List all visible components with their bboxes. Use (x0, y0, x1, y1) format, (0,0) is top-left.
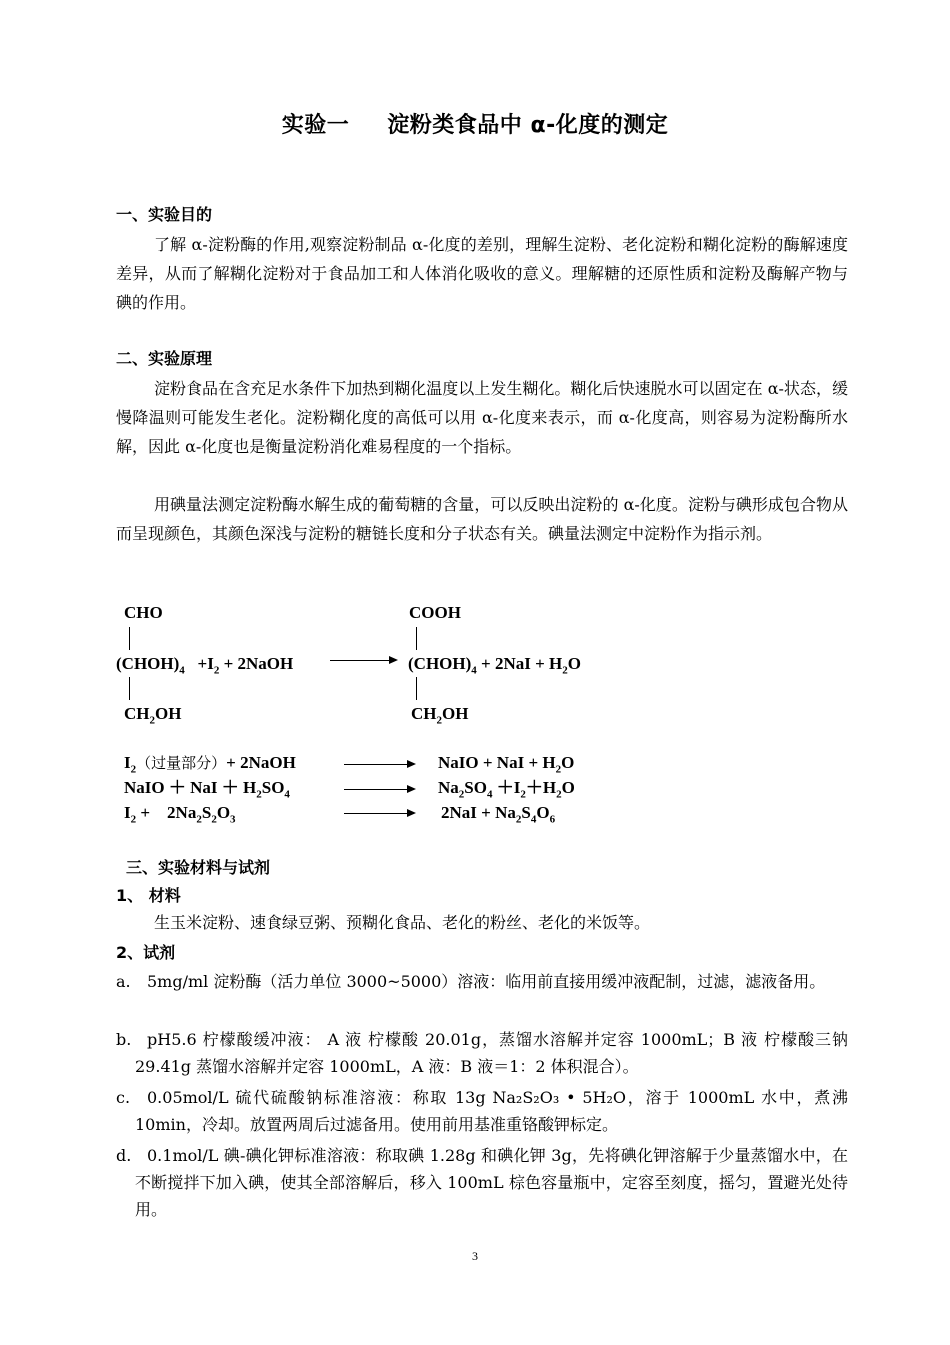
reaction2-left: $I_2$（过量部分）+ 2NaOH (124, 753, 296, 776)
purpose-paragraph: 了解 α-淀粉酶的作用,观察淀粉制品 α-化度的差别，理解生淀粉、老化淀粉和糊化淀粉的酶解速度差异，从而了解糊化淀粉对于食品加工和人体消化吸收的意义。理解糖的还原性质和淀粉及酶解产物与碘的作用。 (116, 235, 848, 312)
reaction4-left: $I_2$ + $2Na_2S_2O_3$ (124, 803, 236, 826)
reaction1-right-top: COOH (409, 603, 461, 622)
subheading-reagents: 2、试剂 (116, 943, 176, 962)
reagent-item-c: c. 0.05mol/L 硫代硫酸钠标准溶液：称取 13g Na₂S₂O₃ • 5H₂O，溶于 1000mL 水中，煮沸 10min，冷却。放置两周后过滤备用。使用前用基准重铬酸钾标定。 (116, 1088, 848, 1134)
bond-line (129, 677, 130, 700)
reaction3-arrow (344, 789, 414, 790)
bond-line (416, 677, 417, 700)
reaction3-right: $Na_2SO_4 +I_2+H_2O$ (438, 778, 575, 801)
reaction3-left: NaIO ＋ NaI ＋ $H_2SO_4$ (124, 778, 290, 801)
title-part-2: 淀粉类食品中 α-化度的测定 (387, 113, 669, 138)
bond-line (129, 627, 130, 650)
section-heading-purpose: 一、实验目的 (116, 205, 213, 224)
reaction1-left-top: CHO (124, 603, 163, 622)
materials-list: 生玉米淀粉、速食绿豆粥、预糊化食品、老化的粉丝、老化的米饭等。 (154, 913, 651, 932)
reaction1-left-middle: $(CHOH)_4$ $+I_2$ + 2NaOH (116, 654, 294, 677)
principle-paragraph-2: 用碘量法测定淀粉酶水解生成的葡萄糖的含量，可以反映出淀粉的 α-化度。淀粉与碘形成包合物从而呈现颜色，其颜色深浅与淀粉的糖链长度和分子状态有关。碘量法测定中淀粉作为指示剂。 (116, 495, 848, 543)
reaction2-arrow (344, 764, 414, 765)
section-heading-principle: 二、实验原理 (116, 349, 213, 368)
subheading-materials: 1、 材料 (116, 886, 181, 905)
title-part-1: 实验一 (281, 113, 350, 138)
reaction4-right: $2NaI + Na_2S_4O_6$ (441, 803, 556, 826)
reagent-item-d: d. 0.1mol/L 碘-碘化钾标准溶液：称取碘 1.28g 和碘化钾 3g，先将碘化钾溶解于少量蒸馏水中，在不断搅拌下加入碘，使其全部溶解后，移入 100mL 棕色容量瓶中，定容至刻度，摇匀，置避光处待用。 (116, 1146, 848, 1219)
reaction1-right-middle: $(CHOH)_4 + 2NaI + H_2O$ (408, 654, 582, 677)
page-number: 3 (472, 1249, 478, 1263)
reaction1-arrow (330, 660, 396, 661)
page-title (0, 108, 950, 139)
reaction2-right: NaIO + NaI + $H_2O$ (438, 753, 575, 776)
reagent-item-b: b. pH5.6 柠檬酸缓冲液： A 液 柠檬酸 20.01g，蒸馏水溶解并定容 1000mL；B 液 柠檬酸三钠 29.41g 蒸馏水溶解并定容 1000mL，A 液：B 液＝1：2 体积混合）。 (116, 1030, 848, 1076)
reaction4-arrow (344, 813, 414, 814)
reagent-item-a: a. 5mg/ml 淀粉酶（活力单位 3000~5000）溶液：临用前直接用缓冲液配制，过滤，滤液备用。 (116, 972, 826, 991)
reaction1-left-bottom: $CH_2OH$ (124, 704, 182, 727)
reaction1-right-bottom: $CH_2OH$ (411, 704, 469, 727)
principle-paragraph-1: 淀粉食品在含充足水条件下加热到糊化温度以上发生糊化。糊化后快速脱水可以固定在 α-状态，缓慢降温则可能发生老化。淀粉糊化度的高低可以用 α-化度来表示，而 α-化度高，则容易为淀粉酶所水解，因此 α-化度也是衡量淀粉消化难易程度的一个指标。 (116, 379, 848, 456)
bond-line (416, 627, 417, 650)
section-heading-materials: 三、实验材料与试剂 (126, 858, 271, 877)
